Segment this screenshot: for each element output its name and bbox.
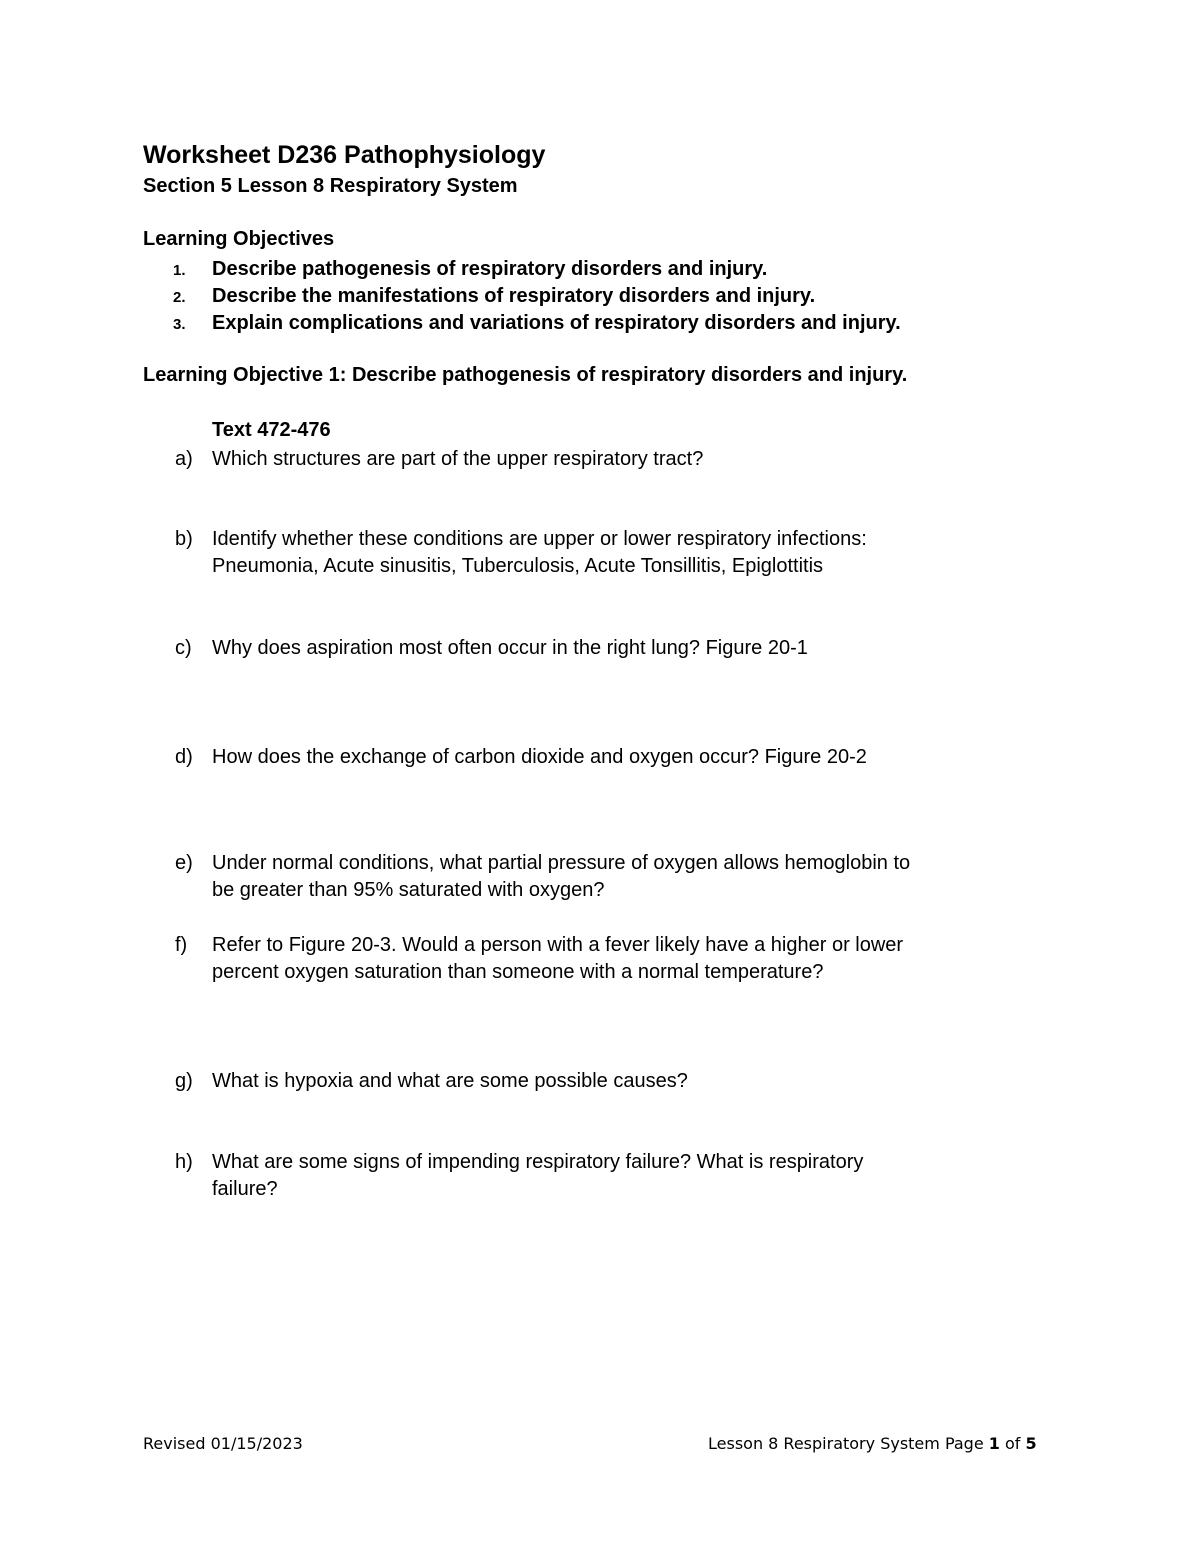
learning-objective-item [143,256,901,283]
objective-text: Describe pathogenesis of respiratory disorders and injury. [212,258,768,280]
footer-page-of: of [1005,1434,1021,1453]
question-text: Why does aspiration most often occur in the right lung? Figure 20-1 [212,637,808,659]
question-text: How does the exchange of carbon dioxide and oxygen occur? Figure 20-2 [212,746,867,768]
question-text: What is hypoxia and what are some possible causes? [212,1070,688,1092]
question-text: Identify whether these conditions are upper or lower respiratory infections: Pneumonia, Acute sinusitis, Tuberculosis, Acute Tonsillitis, Epiglottitis [212,528,867,577]
question-letter: d) [175,746,193,768]
question-letter: g) [175,1070,193,1092]
objective-number: 3. [173,316,186,333]
footer-page-info [708,1434,1037,1453]
page-title: Worksheet D236 Pathophysiology [143,141,546,169]
question-letter: f) [175,934,188,956]
question-text: What are some signs of impending respiratory failure? What is respiratory failure? [212,1151,864,1200]
learning-objective-1-heading: Learning Objective 1: Describe pathogenesis of respiratory disorders and injury. [143,364,908,386]
learning-objective-item [143,310,901,337]
learning-objectives-heading: Learning Objectives [143,228,335,250]
objective-number: 2. [173,289,186,306]
question-letter: b) [175,528,193,550]
question-letter: c) [175,637,192,659]
question-letter: a) [175,448,193,470]
question-text: Under normal conditions, what partial pressure of oxygen allows hemoglobin to be greater than 95% saturated with oxygen? [212,852,911,901]
objective-text: Describe the manifestations of respiratory disorders and injury. [212,285,816,307]
footer-page-current: 1 [988,1434,1000,1453]
question-text: Refer to Figure 20-3. Would a person with a fever likely have a higher or lower percent oxygen saturation than someone with a normal temperature? [212,934,904,983]
learning-objective-item [143,283,901,310]
text-reference: Text 472-476 [212,419,331,441]
question-letter: e) [175,852,193,874]
question-text: Which structures are part of the upper respiratory tract? [212,448,704,470]
footer-revised-date: Revised 01/15/2023 [143,1434,303,1453]
footer-page-total: 5 [1025,1434,1037,1453]
page-subtitle: Section 5 Lesson 8 Respiratory System [143,175,518,197]
question-letter: h) [175,1151,193,1173]
objective-text: Explain complications and variations of respiratory disorders and injury. [212,312,901,334]
learning-objectives-list [143,256,901,337]
footer-lesson-label: Lesson 8 Respiratory System Page [708,1434,984,1453]
objective-number: 1. [173,262,186,279]
